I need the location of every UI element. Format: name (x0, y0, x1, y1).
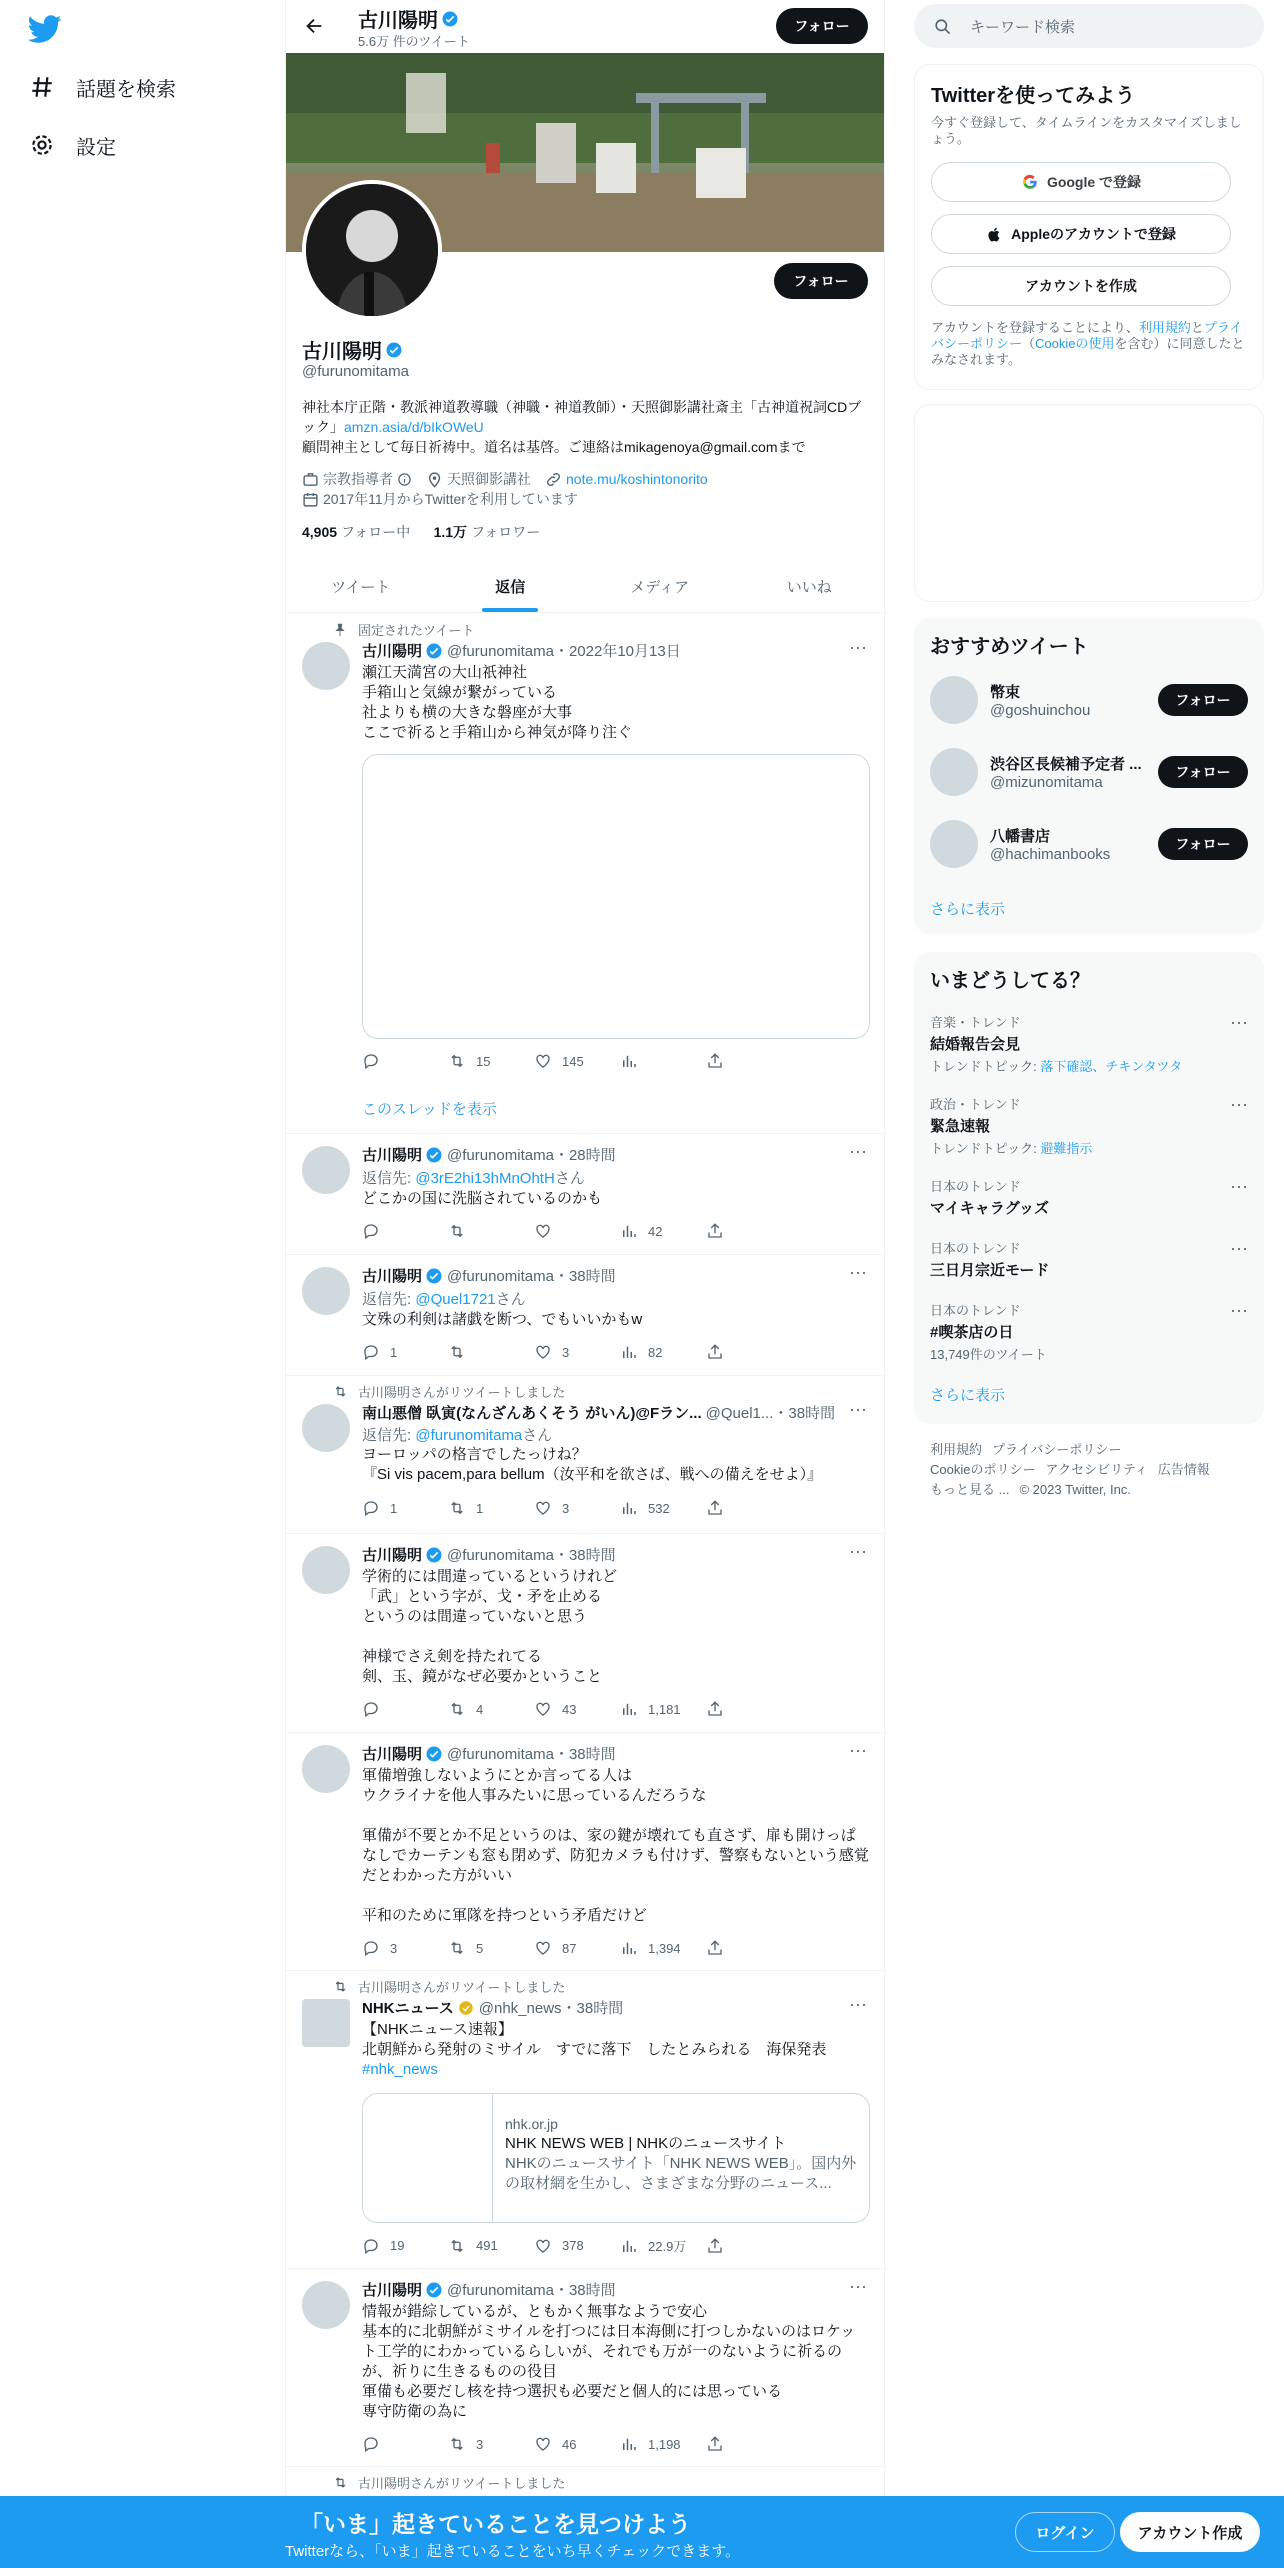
reply-button[interactable] (362, 1052, 448, 1070)
follow-button[interactable]: フォロー (1158, 828, 1248, 860)
reply-to: 返信先: @3rE2hi13hMnOhtHさん (362, 1170, 585, 1187)
avatar[interactable] (930, 676, 978, 724)
more-icon[interactable]: ··· (849, 1141, 867, 1161)
gold-badge-icon (457, 1999, 475, 2017)
tab-tweets[interactable]: ツイート (331, 578, 391, 596)
main-column (285, 0, 885, 2568)
avatar[interactable] (302, 1146, 350, 1194)
reply-icon (362, 2237, 380, 2255)
more-icon[interactable]: ··· (849, 1399, 867, 1419)
more-icon[interactable]: ··· (849, 1541, 867, 1561)
heart-icon (534, 2435, 552, 2453)
views-button[interactable]: 82 (620, 1343, 706, 1361)
share-button[interactable] (706, 1343, 792, 1361)
tweet-actions (362, 1700, 792, 1718)
create-account-button[interactable]: アカウントを作成 (931, 266, 1231, 306)
verified-badge-icon (425, 1146, 443, 1164)
heart-icon (534, 1700, 552, 1718)
heart-icon (534, 1939, 552, 1957)
nav-explore[interactable] (28, 67, 176, 107)
footer-links (930, 1440, 1248, 1500)
share-icon (706, 2435, 724, 2453)
profile-handle: @furunomitama (302, 363, 409, 380)
tweet-text: 情報が錯綜しているが、ともかく無事なようで安心 基本的に北朝鮮がミサイルを打つには日本海側に打つしかないのはロケット工学的にわかっているらしいが、それでも万が一のないように祈るのが、祈りに生きるものの役目 軍備も必要だし核を持つ選択も必要だと個人的には思っている 専守防衛の為に (362, 2303, 856, 2420)
retweet-button[interactable]: 491 (448, 2236, 534, 2255)
reply-icon (362, 1343, 380, 1361)
footer-cookie[interactable]: Cookieのポリシー (930, 1462, 1036, 1477)
retweet-button[interactable] (448, 1343, 534, 1361)
reply-icon (362, 1052, 380, 1070)
tweet[interactable] (286, 1971, 884, 2269)
retweet-context: 古川陽明さんがリツイートしました (332, 1382, 565, 1401)
tweet-text: ヨーロッパの格言でしたっけね？ 『Si vis pacem,para bellum（汝平和を欲さば、戦への備えをせよ）』 (362, 1446, 823, 1483)
tweet-actions (362, 1343, 792, 1361)
retweet-button[interactable]: 5 (448, 1939, 534, 1957)
verified-badge-icon (425, 2281, 443, 2299)
trend-item[interactable]: 音楽・トレンド 結婚報告会見 トレンドトピック: 落下確認、チキンタツタ ··· (930, 1012, 1248, 1074)
footer-ads[interactable]: 広告情報 (1157, 1462, 1210, 1477)
more-icon[interactable]: ··· (849, 637, 867, 657)
verified-badge-icon (425, 1267, 443, 1285)
tweet[interactable] (286, 1733, 884, 1971)
share-button[interactable] (706, 2236, 792, 2255)
verified-badge-icon (385, 341, 403, 359)
profile-tabs (286, 560, 884, 613)
signup-terms: アカウントを登録することにより、利用規約とプライバシーポリシー（Cookieの使用を含む）に同意したとみなされます。 (931, 320, 1245, 367)
twitter-logo-icon[interactable] (28, 12, 62, 46)
views-button[interactable]: 42 (620, 1222, 706, 1240)
avatar[interactable] (302, 1999, 350, 2047)
trends-card (914, 952, 1264, 1424)
share-button[interactable] (706, 2435, 792, 2453)
share-button[interactable] (706, 1939, 792, 1957)
more-icon[interactable]: ··· (1230, 1300, 1248, 1320)
left-nav (0, 0, 285, 2568)
more-icon[interactable]: ··· (1230, 1094, 1248, 1114)
back-arrow-icon[interactable] (300, 12, 328, 40)
like-button[interactable]: 3 (534, 1499, 620, 1517)
tweet-header: 古川陽明 @furunomitama・38時間 (362, 2282, 616, 2299)
recommended-user[interactable]: 渋谷区長候補予定者 ... @mizunomitama フォロー (930, 742, 1248, 802)
tweet-text: 瀬江天満宮の大山祇神社 手箱山と気線が繋がっている 社よりも横の大きな磐座が大事 ここで祈ると手箱山から神気が降り注ぐ (362, 664, 633, 741)
profile-category: 宗教指導者 (323, 471, 393, 487)
retweet-context: 古川陽明さんがリツイートしました (332, 1977, 565, 1996)
retweet-icon (448, 2237, 466, 2255)
footer-more[interactable]: もっと見る ... (930, 1482, 1010, 1497)
share-icon (706, 1343, 724, 1361)
retweet-icon (448, 1499, 466, 1517)
avatar[interactable] (302, 642, 350, 690)
search-placeholder: キーワード検索 (970, 18, 1076, 36)
retweet-icon (448, 1343, 466, 1361)
views-icon (620, 1939, 638, 1957)
trend-item[interactable]: 日本のトレンド 三日月宗近モード ··· (930, 1238, 1248, 1279)
share-button[interactable] (706, 1700, 792, 1718)
hashtag-icon (28, 73, 56, 101)
link-card[interactable] (362, 2093, 870, 2223)
profile-joined: 2017年11月からTwitterを利用しています (323, 491, 578, 507)
pin-icon (332, 622, 348, 638)
reply-button[interactable] (362, 2435, 448, 2453)
reply-icon (362, 1222, 380, 1240)
views-icon (620, 1343, 638, 1361)
bottom-signup-bar (0, 2496, 1284, 2568)
retweet-button[interactable]: 3 (448, 2435, 534, 2453)
login-button[interactable]: ログイン (1015, 2512, 1115, 2552)
more-icon[interactable]: ··· (849, 2276, 867, 2296)
views-button[interactable]: 1,198 (620, 2435, 706, 2453)
share-icon (706, 1222, 724, 1240)
tweet-actions (362, 1222, 792, 1240)
avatar[interactable] (302, 1546, 350, 1594)
verified-badge-icon (425, 642, 443, 660)
reply-button[interactable]: 19 (362, 2236, 448, 2255)
views-icon (620, 1700, 638, 1718)
heart-icon (534, 1343, 552, 1361)
avatar[interactable] (930, 748, 978, 796)
header-tweet-count: 5.6万 件のツイート (358, 34, 470, 49)
link-card-description: NHKのニュースサイト「NHK NEWS WEB」。国内外の取材網を生かし、さまざまな分野のニュース... (505, 2155, 857, 2192)
verified-badge-icon (425, 1546, 443, 1564)
recommended-show-more[interactable]: さらに表示 (930, 901, 1006, 918)
like-button[interactable] (534, 1222, 620, 1240)
reply-icon (362, 2435, 380, 2453)
tweet-actions (362, 1939, 792, 1957)
retweet-icon (448, 1700, 466, 1718)
share-icon (706, 2237, 724, 2255)
tweet-header: 古川陽明 @furunomitama・38時間 (362, 1746, 616, 1763)
empty-card (914, 404, 1264, 602)
verified-badge-icon (425, 1745, 443, 1763)
tweet-actions (362, 1499, 792, 1517)
more-icon[interactable]: ··· (849, 1994, 867, 2014)
signup-button[interactable]: アカウント作成 (1120, 2512, 1260, 2552)
search-icon (932, 16, 952, 36)
share-icon (706, 1499, 724, 1517)
views-icon (620, 1052, 638, 1070)
like-button[interactable]: 3 (534, 1343, 620, 1361)
tweet-text: 文殊の利剣は諸戯を断つ、でもいいかもw (362, 1311, 643, 1328)
footer-accessibility[interactable]: アクセシビリティ (1045, 1462, 1148, 1477)
more-icon[interactable]: ··· (1230, 1012, 1248, 1032)
retweet-icon (332, 1979, 348, 1995)
profile-name: 古川陽明 (302, 335, 403, 364)
show-thread-link[interactable]: このスレッドを表示 (362, 1101, 497, 1118)
location-pin-icon (426, 471, 443, 488)
tweet[interactable] (286, 614, 884, 1134)
more-icon[interactable]: ··· (1230, 1238, 1248, 1258)
bottom-bar-subtitle: Twitterなら、「いま」起きていることをいち早くチェックできます。 (285, 2543, 741, 2560)
calendar-icon (302, 491, 319, 508)
footer-terms[interactable]: 利用規約 (930, 1442, 983, 1457)
avatar[interactable] (302, 1745, 350, 1793)
like-button[interactable]: 87 (534, 1939, 620, 1957)
views-button[interactable] (620, 1052, 706, 1070)
avatar[interactable] (930, 820, 978, 868)
profile-follow-button[interactable]: フォロー (774, 263, 868, 299)
tweet-media[interactable] (362, 754, 870, 1039)
tweet-text: 軍備増強しないようにとか言ってる人は ウクライナを他人事みたいに思っているんだろうな 軍備が不要とか不足というのは、家の鍵が壊れても直さず、扉も開けっぱなしでカーテンも窓も閉めず、防犯カメラも付けず、警察もないという感覚だとわかった方がいい 平和のために軍隊を持つという矛盾だけど (362, 1767, 869, 1924)
recommended-user[interactable]: 八幡書店 @hachimanbooks フォロー (930, 814, 1248, 874)
more-icon[interactable]: ··· (849, 1262, 867, 1282)
avatar[interactable] (302, 2281, 350, 2329)
info-icon[interactable] (397, 472, 412, 487)
views-button[interactable]: 22.9万 (620, 2236, 706, 2255)
trend-item[interactable]: 日本のトレンド #喫茶店の日 13,749件のツイート ··· (930, 1300, 1248, 1362)
link-card-domain: nhk.or.jp (505, 2116, 558, 2132)
search-input[interactable] (914, 4, 1264, 48)
more-icon[interactable]: ··· (849, 1740, 867, 1760)
reply-icon (362, 1499, 380, 1517)
retweet-icon (448, 1939, 466, 1957)
profile-bio: 神社本庁正階・教派神道教導職（神職・神道教師）・天照御影講社斎主「古神道祝詞CDブック」amzn.asia/d/bIkOWeU 顧問神主として毎日祈祷中。道名は基啓。ご連絡はmikagenoya@gmail.comまで (302, 399, 862, 455)
trends-title: いまどうしてる？ (930, 970, 1090, 992)
like-button[interactable]: 46 (534, 2435, 620, 2453)
reply-button[interactable] (362, 1222, 448, 1240)
tweet[interactable] (286, 1534, 884, 1733)
reply-to: 返信先: @Quel1721さん (362, 1291, 526, 1308)
profile-stats (302, 522, 540, 542)
trend-item[interactable]: 日本のトレンド マイキャラグッズ ··· (930, 1176, 1248, 1217)
tab-media[interactable]: メディア (630, 578, 690, 596)
reply-icon (362, 1939, 380, 1957)
reply-icon (362, 1700, 380, 1718)
like-button[interactable]: 145 (534, 1052, 620, 1070)
like-button[interactable]: 43 (534, 1700, 620, 1718)
share-icon (706, 1700, 724, 1718)
reply-button[interactable] (362, 1700, 448, 1718)
footer-privacy[interactable]: プライバシーポリシー (992, 1442, 1122, 1457)
like-button[interactable]: 378 (534, 2236, 620, 2255)
tweet-text: 学術的には間違っているというけれど 「武」という字が、戈・矛を止める というのは間違っていないと思う 神様でさえ剣を持たれてる 剣、玉、鏡がなぜ必要かということ (362, 1568, 618, 1685)
heart-icon (534, 1052, 552, 1070)
views-button[interactable]: 532 (620, 1499, 706, 1517)
tweet-actions (362, 2435, 792, 2453)
profile-url[interactable]: note.mu/koshintonorito (566, 471, 708, 487)
tweet-header: 古川陽明 @furunomitama・38時間 (362, 1547, 616, 1564)
retweet-button[interactable]: 1 (448, 1499, 534, 1517)
tweet-header: 古川陽明 @furunomitama・28時間 (362, 1147, 616, 1164)
views-button[interactable]: 1,394 (620, 1939, 706, 1957)
avatar[interactable] (302, 1267, 350, 1315)
tweet-actions (362, 2236, 792, 2255)
views-icon (620, 2435, 638, 2453)
heart-icon (534, 2237, 552, 2255)
profile-header (286, 0, 884, 53)
tweet-text: どこかの国に洗脳されているのかも (362, 1190, 603, 1207)
retweet-icon (448, 2435, 466, 2453)
followers-link[interactable]: 1.1万 フォロワー (433, 524, 541, 540)
heart-icon (534, 1499, 552, 1517)
avatar[interactable] (302, 1404, 350, 1452)
link-icon (545, 471, 562, 488)
tweet-actions (362, 1052, 792, 1070)
follow-button[interactable]: フォロー (1158, 756, 1248, 788)
hashtag-link[interactable]: #nhk_news (362, 2061, 438, 2078)
signup-subtitle: 今すぐ登録して、タイムラインをカスタマイズしましょう。 (931, 115, 1242, 146)
follow-button[interactable]: フォロー (1158, 684, 1248, 716)
views-button[interactable]: 1,181 (620, 1700, 706, 1718)
tweet-header: NHKニュース @nhk_news・38時間 (362, 2000, 624, 2017)
profile-meta (302, 469, 872, 509)
header-name: 古川陽明 (358, 4, 459, 33)
trends-show-more[interactable]: さらに表示 (930, 1387, 1006, 1404)
footer-copyright: © 2023 Twitter, Inc. (1019, 1482, 1131, 1497)
profile-avatar[interactable] (302, 180, 442, 320)
retweet-button[interactable]: 15 (448, 1052, 534, 1070)
briefcase-icon (302, 471, 319, 488)
signup-card (914, 64, 1264, 390)
recommended-card (914, 618, 1264, 934)
trend-item[interactable]: 政治・トレンド 緊急速報 トレンドトピック: 避難指示 ··· (930, 1094, 1248, 1156)
recommended-title: おすすめツイート (930, 636, 1089, 658)
tweet[interactable] (286, 1255, 884, 1376)
retweet-icon (448, 1052, 466, 1070)
retweet-button[interactable]: 4 (448, 1700, 534, 1718)
reply-button[interactable]: 3 (362, 1939, 448, 1957)
tweet[interactable] (286, 2467, 884, 2497)
link-card-title: NHK NEWS WEB | NHKのニュースサイト (505, 2135, 786, 2152)
recommended-user[interactable]: 幣束 @goshuinchou フォロー (930, 670, 1248, 730)
tweet[interactable] (286, 2269, 884, 2467)
apple-signup-button[interactable]: Appleのアカウントで登録 (931, 214, 1231, 254)
tweet[interactable] (286, 1134, 884, 1255)
share-icon (706, 1939, 724, 1957)
bottom-bar-title: 「いま」起きていることを見つけよう (300, 2511, 691, 2537)
more-icon[interactable]: ··· (1230, 1176, 1248, 1196)
google-signup-button[interactable]: Google で登録 (931, 162, 1231, 202)
pinned-context: 固定されたツイート (332, 620, 474, 639)
following-link[interactable]: 4,905 フォロー中 (302, 524, 411, 540)
profile-location: 天照御影講社 (447, 471, 531, 487)
right-sidebar (914, 0, 1264, 2568)
retweet-icon (448, 1222, 466, 1240)
gear-icon (28, 131, 56, 159)
views-icon (620, 1499, 638, 1517)
tweet[interactable] (286, 1376, 884, 1534)
share-button[interactable] (706, 1052, 792, 1070)
nav-explore-label: 話題を検索 (76, 78, 176, 101)
tweet-header: 南山悪僧 臥寅(なんざんあくそう がいん)@Fラン... @Quel1...・38時間 (362, 1405, 836, 1422)
share-button[interactable] (706, 1222, 792, 1240)
nav-settings[interactable] (28, 125, 116, 165)
signup-title: Twitterを使ってみよう (931, 85, 1136, 107)
retweet-icon (332, 1384, 348, 1400)
share-icon (706, 1052, 724, 1070)
verified-badge-icon (441, 10, 459, 28)
tweet-header: 古川陽明 @furunomitama・2022年10月13日 (362, 643, 681, 660)
link-card-thumbnail (363, 2094, 493, 2223)
reply-button[interactable]: 1 (362, 1343, 448, 1361)
reply-button[interactable]: 1 (362, 1499, 448, 1517)
views-icon (620, 1222, 638, 1240)
heart-icon (534, 1222, 552, 1240)
google-icon (1021, 173, 1039, 191)
tab-likes[interactable]: いいね (786, 578, 832, 596)
bio-link[interactable]: amzn.asia/d/bIkOWeU (344, 419, 484, 435)
apple-icon (986, 226, 1003, 243)
header-follow-button[interactable]: フォロー (776, 8, 868, 44)
reply-to: 返信先: @furunomitamaさん (362, 1427, 553, 1444)
retweet-context: 古川陽明さんがリツイートしました (332, 2473, 565, 2492)
nav-settings-label: 設定 (76, 136, 116, 159)
tweet-text: 【NHKニュース速報】 北朝鮮から発射のミサイル すでに落下 したとみられる 海保発表 #nhk_news (362, 2021, 827, 2078)
retweet-button[interactable] (448, 1222, 534, 1240)
tab-replies[interactable]: 返信 (436, 560, 586, 612)
tweet-header: 古川陽明 @furunomitama・38時間 (362, 1268, 616, 1285)
retweet-icon (332, 2475, 348, 2491)
share-button[interactable] (706, 1499, 792, 1517)
views-icon (620, 2237, 638, 2255)
